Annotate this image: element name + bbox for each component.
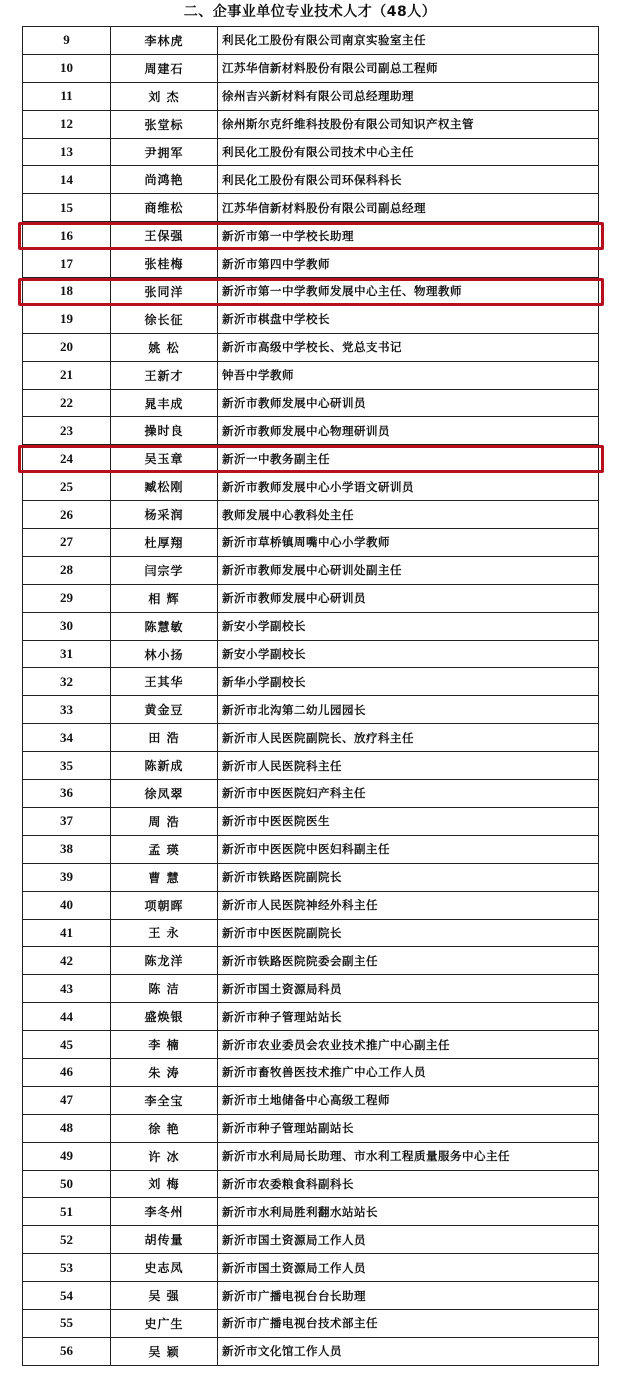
- table-row: [23, 1198, 599, 1226]
- row-number: 16: [23, 222, 111, 249]
- person-name: 操时良: [111, 417, 218, 444]
- table-row: [23, 1143, 599, 1171]
- unit-position: 新沂市农业委员会农业技术推广中心副主任: [218, 1031, 599, 1058]
- person-name: 林小扬: [111, 641, 218, 668]
- unit-position: 利民化工股份有限公司南京实验室主任: [218, 27, 599, 54]
- unit-position: 新安小学副校长: [218, 613, 599, 640]
- table-row: [23, 920, 599, 948]
- person-name: 周 浩: [111, 808, 218, 835]
- person-name: 项朝晖: [111, 892, 218, 919]
- table-row: [23, 166, 599, 194]
- row-number: 35: [23, 752, 111, 779]
- table-row: [23, 390, 599, 418]
- table-row: [23, 83, 599, 111]
- row-number: 26: [23, 501, 111, 528]
- table-row: [23, 585, 599, 613]
- table-row: [23, 1226, 599, 1254]
- person-name: 徐长征: [111, 306, 218, 333]
- unit-position: 利民化工股份有限公司环保科科长: [218, 166, 599, 193]
- unit-position: 新沂市国土资源局工作人员: [218, 1226, 599, 1253]
- row-number: 10: [23, 55, 111, 82]
- table-row: [23, 306, 599, 334]
- table-row: [23, 529, 599, 557]
- row-number: 50: [23, 1171, 111, 1198]
- row-number: 48: [23, 1115, 111, 1142]
- unit-position: 新沂市水利局局长助理、市水利工程质量服务中心主任: [218, 1143, 599, 1170]
- unit-position: 新沂市土地储备中心高级工程师: [218, 1087, 599, 1114]
- row-number: 43: [23, 975, 111, 1002]
- unit-position: 新沂市教师发展中心研训员: [218, 585, 599, 612]
- person-name: 陈龙洋: [111, 947, 218, 974]
- unit-position: 新沂市草桥镇周嘴中心小学教师: [218, 529, 599, 556]
- person-name: 李冬州: [111, 1198, 218, 1225]
- unit-position: 新沂一中教务副主任: [218, 445, 599, 472]
- person-name: 吴玉章: [111, 445, 218, 472]
- person-name: 李林虎: [111, 27, 218, 54]
- person-name: 陈 洁: [111, 975, 218, 1002]
- table-row: [23, 1171, 599, 1199]
- table-row: [23, 194, 599, 222]
- table-row: [23, 55, 599, 83]
- unit-position: 新沂市中医医院副院长: [218, 920, 599, 947]
- table-row: [23, 780, 599, 808]
- person-name: 姚 松: [111, 334, 218, 361]
- person-name: 张桂梅: [111, 250, 218, 277]
- person-name: 黄金豆: [111, 696, 218, 723]
- table-row: [23, 1310, 599, 1338]
- row-number: 41: [23, 920, 111, 947]
- row-number: 42: [23, 947, 111, 974]
- person-name: 张堂标: [111, 111, 218, 138]
- row-number: 21: [23, 362, 111, 389]
- person-name: 史广生: [111, 1310, 218, 1337]
- person-name: 田 浩: [111, 724, 218, 751]
- unit-position: 新沂市教师发展中心研训处副主任: [218, 557, 599, 584]
- person-name: 王其华: [111, 668, 218, 695]
- person-name: 尹拥军: [111, 139, 218, 166]
- row-number: 22: [23, 390, 111, 417]
- table-row: [23, 27, 599, 55]
- unit-position: 新沂市种子管理站副站长: [218, 1115, 599, 1142]
- person-name: 徐 艳: [111, 1115, 218, 1142]
- person-name: 胡传量: [111, 1226, 218, 1253]
- table-row: [23, 501, 599, 529]
- row-number: 14: [23, 166, 111, 193]
- row-number: 36: [23, 780, 111, 807]
- row-number: 20: [23, 334, 111, 361]
- unit-position: 新沂市农委粮食科副科长: [218, 1171, 599, 1198]
- person-name: 商维松: [111, 194, 218, 221]
- row-number: 34: [23, 724, 111, 751]
- unit-position: 新沂市教师发展中心物理研训员: [218, 417, 599, 444]
- unit-position: 新沂市文化馆工作人员: [218, 1338, 599, 1365]
- row-number: 39: [23, 864, 111, 891]
- row-number: 18: [23, 278, 111, 305]
- unit-position: 江苏华信新材料股份有限公司副总工程师: [218, 55, 599, 82]
- table-row: [23, 668, 599, 696]
- person-name: 朱 涛: [111, 1059, 218, 1086]
- row-number: 47: [23, 1087, 111, 1114]
- table-row: [23, 222, 599, 250]
- table-row: [23, 836, 599, 864]
- unit-position: 新沂市广播电视台技术部主任: [218, 1310, 599, 1337]
- person-name: 刘 梅: [111, 1171, 218, 1198]
- person-name: 李全宝: [111, 1087, 218, 1114]
- row-number: 9: [23, 27, 111, 54]
- table-row: [23, 975, 599, 1003]
- row-number: 25: [23, 473, 111, 500]
- unit-position: 新沂市第一中学教师发展中心主任、物理教师: [218, 278, 599, 305]
- person-name: 陈新成: [111, 752, 218, 779]
- table-row: [23, 557, 599, 585]
- unit-position: 新沂市北沟第二幼儿园园长: [218, 696, 599, 723]
- table-row: [23, 808, 599, 836]
- unit-position: 新沂市人民医院副院长、放疗科主任: [218, 724, 599, 751]
- table-row: [23, 613, 599, 641]
- row-number: 23: [23, 417, 111, 444]
- row-number: 55: [23, 1310, 111, 1337]
- unit-position: 新华小学副校长: [218, 668, 599, 695]
- document-title: 二、企事业单位专业技术人才（48人）: [183, 4, 437, 20]
- table-row: [23, 752, 599, 780]
- row-number: 51: [23, 1198, 111, 1225]
- unit-position: 新沂市畜牧兽医技术推广中心工作人员: [218, 1059, 599, 1086]
- unit-position: 新沂市人民医院科主任: [218, 752, 599, 779]
- row-number: 37: [23, 808, 111, 835]
- person-name: 王 永: [111, 920, 218, 947]
- table-row: [23, 1254, 599, 1282]
- unit-position: 徐州斯尔克纤维科技股份有限公司知识产权主管: [218, 111, 599, 138]
- row-number: 54: [23, 1282, 111, 1309]
- unit-position: 新沂市水利局胜利翻水站站长: [218, 1198, 599, 1225]
- table-row: [23, 947, 599, 975]
- table-row: [23, 362, 599, 390]
- person-name: 刘 杰: [111, 83, 218, 110]
- table-row: [23, 1059, 599, 1087]
- table-row: [23, 1115, 599, 1143]
- row-number: 46: [23, 1059, 111, 1086]
- unit-position: 新安小学副校长: [218, 641, 599, 668]
- unit-position: 教师发展中心教科处主任: [218, 501, 599, 528]
- unit-position: 新沂市国土资源局工作人员: [218, 1254, 599, 1281]
- row-number: 17: [23, 250, 111, 277]
- unit-position: 新沂市中医医院医生: [218, 808, 599, 835]
- row-number: 13: [23, 139, 111, 166]
- table-row: [23, 864, 599, 892]
- unit-position: 新沂市教师发展中心研训员: [218, 390, 599, 417]
- row-number: 31: [23, 641, 111, 668]
- table-row: [23, 892, 599, 920]
- row-number: 30: [23, 613, 111, 640]
- table-row: [23, 334, 599, 362]
- person-name: 臧松刚: [111, 473, 218, 500]
- table-row: [23, 111, 599, 139]
- row-number: 29: [23, 585, 111, 612]
- row-number: 52: [23, 1226, 111, 1253]
- row-number: 33: [23, 696, 111, 723]
- row-number: 19: [23, 306, 111, 333]
- person-name: 李 楠: [111, 1031, 218, 1058]
- table-row: [23, 1087, 599, 1115]
- unit-position: 新沂市中医医院妇产科主任: [218, 780, 599, 807]
- unit-position: 江苏华信新材料股份有限公司副总经理: [218, 194, 599, 221]
- person-name: 张同洋: [111, 278, 218, 305]
- table-row: [23, 139, 599, 167]
- unit-position: 新沂市教师发展中心小学语文研训员: [218, 473, 599, 500]
- table-row: [23, 445, 599, 473]
- table-row: [23, 250, 599, 278]
- table-row: [23, 1031, 599, 1059]
- person-name: 杨采润: [111, 501, 218, 528]
- unit-position: 新沂市棋盘中学校长: [218, 306, 599, 333]
- person-name: 史志凤: [111, 1254, 218, 1281]
- row-number: 53: [23, 1254, 111, 1281]
- row-number: 12: [23, 111, 111, 138]
- unit-position: 新沂市第四中学教师: [218, 250, 599, 277]
- unit-position: 利民化工股份有限公司技术中心主任: [218, 139, 599, 166]
- person-name: 孟 瑛: [111, 836, 218, 863]
- person-name: 吴 强: [111, 1282, 218, 1309]
- unit-position: 新沂市人民医院神经外科主任: [218, 892, 599, 919]
- table-row: [23, 696, 599, 724]
- row-number: 24: [23, 445, 111, 472]
- person-name: 曹 慧: [111, 864, 218, 891]
- person-name: 闫宗学: [111, 557, 218, 584]
- unit-position: 新沂市中医医院中医妇科副主任: [218, 836, 599, 863]
- unit-position: 钟吾中学教师: [218, 362, 599, 389]
- person-name: 陈慧敏: [111, 613, 218, 640]
- unit-position: 新沂市铁路医院副院长: [218, 864, 599, 891]
- person-name: 尚鸿艳: [111, 166, 218, 193]
- unit-position: 新沂市高级中学校长、党总支书记: [218, 334, 599, 361]
- table-row: [23, 1282, 599, 1310]
- unit-position: 新沂市国土资源局科员: [218, 975, 599, 1002]
- person-name: 相 辉: [111, 585, 218, 612]
- table-row: [23, 473, 599, 501]
- table-row: [23, 641, 599, 669]
- person-name: 许 冰: [111, 1143, 218, 1170]
- row-number: 44: [23, 1003, 111, 1030]
- person-name: 晁丰成: [111, 390, 218, 417]
- row-number: 32: [23, 668, 111, 695]
- unit-position: 新沂市铁路医院院委会副主任: [218, 947, 599, 974]
- row-number: 27: [23, 529, 111, 556]
- row-number: 45: [23, 1031, 111, 1058]
- unit-position: 新沂市广播电视台台长助理: [218, 1282, 599, 1309]
- row-number: 40: [23, 892, 111, 919]
- table-row: [23, 417, 599, 445]
- person-name: 徐凤翠: [111, 780, 218, 807]
- row-number: 38: [23, 836, 111, 863]
- row-number: 28: [23, 557, 111, 584]
- row-number: 15: [23, 194, 111, 221]
- person-name: 盛焕银: [111, 1003, 218, 1030]
- row-number: 11: [23, 83, 111, 110]
- person-name: 杜厚翔: [111, 529, 218, 556]
- unit-position: 徐州吉兴新材料有限公司总经理助理: [218, 83, 599, 110]
- table-row: [23, 278, 599, 306]
- row-number: 49: [23, 1143, 111, 1170]
- talent-list-table: [22, 26, 599, 1366]
- unit-position: 新沂市种子管理站站长: [218, 1003, 599, 1030]
- person-name: 王保强: [111, 222, 218, 249]
- table-row: [23, 1338, 599, 1366]
- unit-position: 新沂市第一中学校长助理: [218, 222, 599, 249]
- row-number: 56: [23, 1338, 111, 1365]
- person-name: 周建石: [111, 55, 218, 82]
- table-row: [23, 1003, 599, 1031]
- person-name: 吴 颖: [111, 1338, 218, 1365]
- person-name: 王新才: [111, 362, 218, 389]
- table-row: [23, 724, 599, 752]
